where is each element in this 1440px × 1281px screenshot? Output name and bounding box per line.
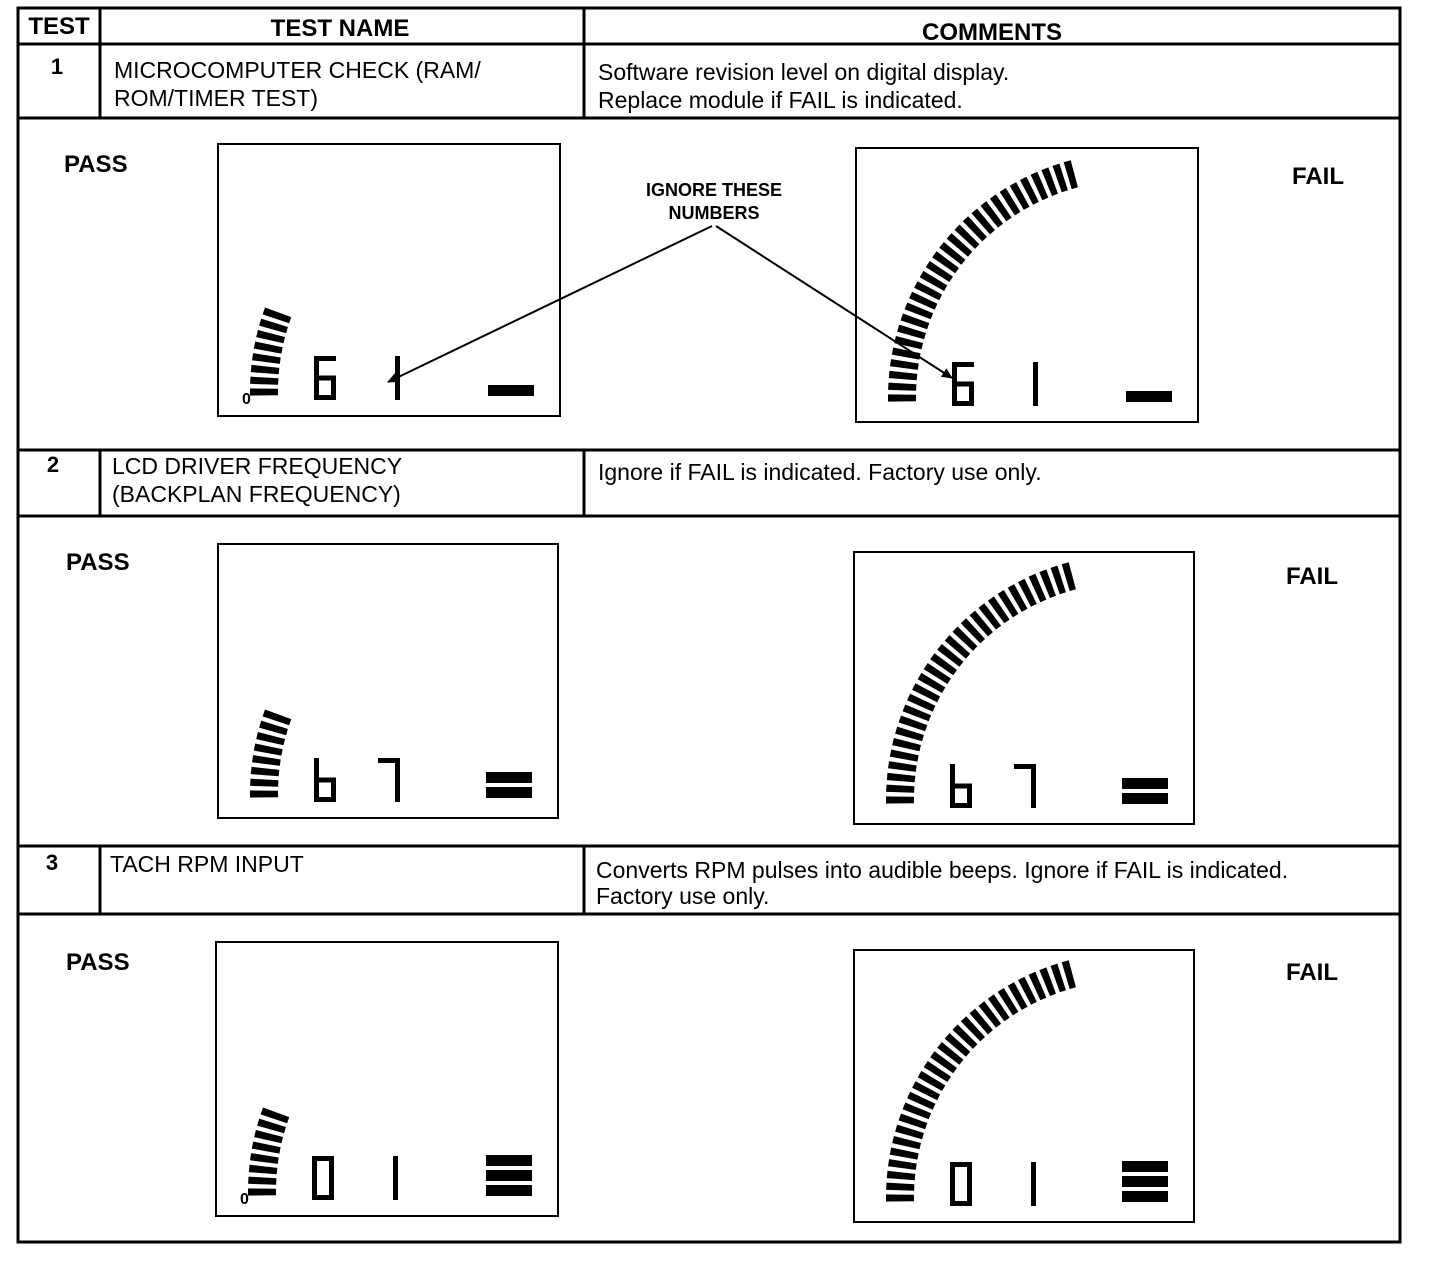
lcd-digit-2-segment-c — [395, 378, 400, 400]
lcd-bar-segment — [890, 359, 919, 370]
lcd-digit-1-segment-f — [952, 362, 957, 384]
lcd-block-bar — [486, 1155, 532, 1166]
lcd-bar-segment — [251, 767, 279, 777]
test-1-name-line-2: ROM/TIMER TEST) — [114, 85, 319, 111]
lcd-bar-segment — [254, 744, 283, 756]
lcd-bar-segment — [256, 330, 285, 343]
lcd-bar-segment — [887, 773, 916, 783]
test-3-comment-line-2: Factory use only. — [596, 883, 770, 909]
lcd-digit-1-segment-e — [312, 1178, 317, 1200]
lcd-block-bar — [486, 1170, 532, 1181]
test-2-number: 2 — [46, 452, 60, 477]
lcd-zero-marker: 0 — [240, 1191, 249, 1208]
test-2-fail-label: FAIL — [1286, 563, 1338, 590]
lcd-bar-segment — [889, 371, 918, 381]
annotation-arrow-right — [716, 226, 952, 378]
lcd-bar-segment — [886, 1183, 914, 1191]
header-comments: COMMENTS — [922, 19, 1062, 46]
lcd-bar-segment — [250, 790, 278, 797]
test-3-pass-label: PASS — [66, 949, 130, 976]
lcd-bar-segment — [892, 738, 921, 751]
annotation-line-2: NUMBERS — [668, 203, 760, 223]
lcd-bar-segment — [252, 353, 281, 364]
lcd-bar-segment — [256, 732, 285, 745]
lcd-bar-segment — [887, 1171, 916, 1181]
lcd-digit-1-segment-b — [967, 1162, 972, 1184]
header-test: TEST — [28, 13, 90, 40]
lcd-digit-1-segment-f — [314, 356, 319, 378]
lcd-bar-segment — [250, 388, 278, 395]
lcd-bar-segment — [888, 761, 917, 772]
lcd-bar-segment — [250, 377, 278, 385]
lcd-digit-2-segment-b — [1033, 362, 1038, 384]
lcd-bar-segment — [888, 394, 916, 401]
test-1-fail-label: FAIL — [1292, 163, 1344, 190]
lcd-digit-1-segment-f — [950, 1162, 955, 1184]
lcd-digit-1-segment-e — [950, 1184, 955, 1206]
lcd-bar-segment — [886, 785, 914, 793]
lcd-bar-segment — [892, 1136, 921, 1149]
test-3-fail-label: FAIL — [1286, 959, 1338, 986]
test-1-number: 1 — [50, 54, 64, 79]
lcd-digit-2-segment-c — [1031, 786, 1036, 808]
lcd-bar-segment — [890, 750, 919, 762]
lcd-block-bar — [1122, 793, 1168, 804]
test-2-fail-display — [854, 552, 1194, 824]
lcd-digit-1-segment-c — [969, 384, 974, 406]
lcd-bar-segment — [252, 1142, 281, 1154]
lcd-digit-1-segment-f — [312, 1156, 317, 1178]
lcd-bar-segment — [248, 1188, 276, 1195]
lcd-digit-2-segment-b — [395, 356, 400, 378]
lcd-bar-segment — [888, 383, 916, 391]
lcd-digit-1-segment-e — [950, 786, 955, 808]
lcd-bar-segment — [254, 1130, 283, 1143]
lcd-digit-2-segment-c — [395, 780, 400, 802]
lcd-digit-2-segment-b — [395, 758, 400, 780]
lcd-bar-segment — [886, 1194, 914, 1201]
lcd-zero-marker: 0 — [242, 391, 251, 408]
test-3-name-line-1: TACH RPM INPUT — [110, 851, 304, 877]
lcd-frame — [218, 144, 560, 416]
test-1-name-line-1: MICROCOMPUTER CHECK (RAM/ — [114, 57, 481, 83]
lcd-digit-2-segment-c — [1031, 1184, 1036, 1206]
lcd-digit-2-segment-b — [393, 1156, 398, 1178]
lcd-digit-2-segment-b — [1031, 764, 1036, 786]
lcd-digit-2-segment-c — [393, 1178, 398, 1200]
lcd-block-bar — [486, 1185, 532, 1196]
lcd-block-bar — [486, 787, 532, 798]
lcd-block-bar — [1122, 1161, 1168, 1172]
lcd-block-bar — [1122, 778, 1168, 789]
lcd-bar-segment — [250, 1153, 279, 1164]
lcd-block-bar — [1126, 391, 1172, 402]
test-3-comment-line-1: Converts RPM pulses into audible beeps. Ignore if FAIL is indicated. — [596, 857, 1289, 883]
test-2-comment-line-1: Ignore if FAIL is indicated. Factory use only. — [598, 459, 1042, 485]
lcd-digit-1-segment-e — [314, 780, 319, 802]
test-3-fail-display — [854, 950, 1194, 1222]
test-2-pass-label: PASS — [66, 549, 130, 576]
lcd-bar-segment — [250, 779, 278, 787]
lcd-digit-1-segment-f — [950, 764, 955, 786]
lcd-bar-segment — [890, 1148, 919, 1160]
lcd-bar-segment — [249, 1165, 277, 1175]
test-3-number: 3 — [45, 850, 59, 875]
lcd-digit-1-segment-c — [331, 378, 336, 400]
test-1-comment-line-1: Software revision level on digital display. — [598, 59, 1010, 85]
header-test-name: TEST NAME — [270, 15, 410, 42]
lcd-bar-segment — [251, 365, 279, 375]
lcd-digit-2-segment-c — [1033, 384, 1038, 406]
lcd-bar-segment — [248, 1177, 276, 1185]
test-3-pass-display — [216, 942, 558, 1216]
lcd-bar-segment — [888, 1159, 917, 1170]
lcd-block-bar — [1122, 1176, 1168, 1187]
lcd-digit-1-segment-b — [329, 1156, 334, 1178]
test-2-pass-display — [218, 544, 558, 818]
test-1-pass-display — [218, 144, 560, 416]
lcd-bar-segment — [252, 755, 281, 766]
annotation-arrow-left — [388, 226, 712, 382]
lcd-bar-segment — [886, 796, 914, 803]
lcd-block-bar — [488, 385, 534, 396]
test-2-name-line-1: LCD DRIVER FREQUENCY — [112, 453, 403, 479]
test-1-comment-line-2: Replace module if FAIL is indicated. — [598, 87, 963, 113]
lcd-digit-2-segment-b — [1031, 1162, 1036, 1184]
lcd-digit-1-segment-f — [314, 758, 319, 780]
lcd-block-bar — [1122, 1191, 1168, 1202]
test-1-fail-display — [856, 148, 1198, 422]
test-1-pass-label: PASS — [64, 151, 128, 178]
lcd-bar-segment — [254, 342, 283, 354]
annotation-line-1: IGNORE THESE — [645, 180, 783, 200]
test-2-name-line-2: (BACKPLAN FREQUENCY) — [112, 481, 401, 507]
lcd-block-bar — [486, 772, 532, 783]
